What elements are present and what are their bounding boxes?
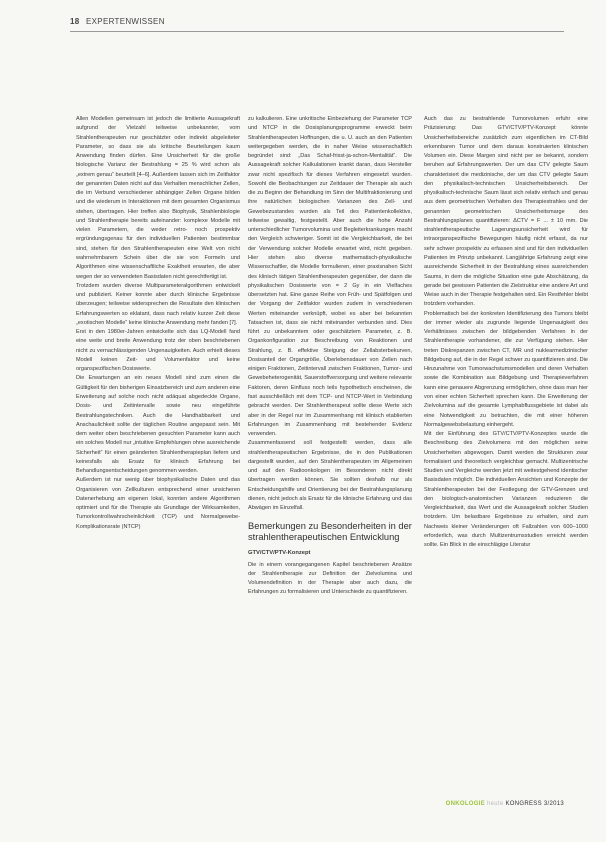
footer-brand-suffix: heute [485,801,504,807]
paragraph: Mit der Einführung des GTV/CTV/PTV-Konzeptes wurde die Beschreibung des Zielvolumens mit den möglichen seine Unsicherheiten abgewogen. Damit werden die Strukturen zwar formalisiert und theoretisch vergleichbar gemacht. Multizentrische Studien und Vergleiche werden jetzt mit weitestgehend identischer Basisdaten möglich. Die individuellen Ansichten und Konzepte der Strahlentherapeuten bei der Festlegung der GTV-Grenzen und den biologisch-anatomischen Varianzen reduzieren die Vergleichbarkeit, das Wert und die Aussagekraft solcher Studien trotzdem. Um belastbare Ergebnisse zu erhalten, sind zum Nachweis kleiner Veränderungen oft Fallzahlen von 600–1000 erforderlich, was durch Multizentrumsstudien erreicht werden sollte. Ein Blick in die einschlägige Literatur [424,431,588,549]
section-heading: Bemerkungen zu Besonderheiten in der strahlentherapeutischen Entwicklung [248,521,412,543]
footer-issue: KONGRESS 3/2013 [503,801,564,807]
paragraph: Trotzdem wurden diverse Multiparameteralgorithmen entwickelt und publiziert. Keiner konnte aber durch klinische Ergebnisse überzeugen; teilweise widersprechen die Resultate den klinischen Erfahrungswerten so eklatant, dass nach relativ kurzer Zeit diese „exotischen Modelle“ keine klinische Anwendung mehr fanden [7]. [76,282,240,326]
paragraph: Erst in den 1980er-Jahren entwickelte sich das LQ-Modell fand eine weite und breite Anwendung trotz der oben beschriebenen nicht zu vernachlässigenden Ungenauigkeiten. Auch erhielt dieses Modell keinen Zeit- und Volumenfaktor und keine organspezifischen Dosiswerte. [76,329,240,373]
paragraph: Problematisch bei der konkreten Identifizierung des Tumors bleibt der immer wieder als zugrunde liegende Ungenauigkeit des Verhältnisses zwischen der bildgebenden Verfahren in der Strahlentherapie vorhandener, die zur Verfügung stehen. Hier treten Diskrepanzen zwischen CT, MR und nuklearmedizinischer Bildgebung auf, die in der Regel schwer zu quantifizieren sind. Die Hinzunahme von Tumorwachstumsmodellen und deren Verhalten sowie die Kombination aus Bildgebung und Therapieverfahren kann eine genauere Abgrenzung ermöglichen, ohne dass man hier von einer echten Sicherheit sprechen kann. Die Erweiterung der Zielvolumina auf die gesamte Lymphabflussgebiete ist dabei als eine Notwendigkeit zu betrachten, die mit einer höheren Normalgewebsbelastung einhergeht. [424,310,588,428]
running-head [70,17,564,26]
paragraph: Außerdem ist nur wenig über biophysikalische Daten und das Organisieren von Zellkulturen entsprechend einer unsicheren Datenerhebung am eigenen lokal, konnten andere Algorithmen optimiert und für die Therapie als Grundlage der Wirksamkeiten, Tumorkontrollwahrscheinlichkeit (TCP) und Normalgewebe-Komplikationsrate (NTCP) [76,477,240,530]
column-3 [424,115,588,815]
header-rule [70,31,564,32]
paragraph: Allen Modellen gemeinsam ist jedoch die limitierte Aussagekraft aufgrund der Vielzahl teilweise unbekannter, vom Strahlentherapeuten nur geschätzter oder indirekt abgeleiteter Parameter, so dass sie als kritische Beurteilungen kaum Anwendung finden dürfen. Eine Unsicherheit für die große biologische Varianz der Bestrahlung = 25 % wird schon als „extrem genau“ beurteilt [4–6]. Außerdem lassen sich im Zeitfaktor der genannten Daten nicht auf das Verhalten menschlicher Zellen, die im Verbund verschiedener abhängiger Zellen Organe bilden und die wiederum in Interaktionen mit dem gesamten Organismus stehen, übertragen. Hier treffen also Biophysik, Strahlenbiologie und Strahlentherapie bereits aufeinander: komplexe Modelle mit vielen Parametern, die weder retro- noch prospektiv ergründungsgenau für den individuellen Patienten bestimmbar sind, stehen für den Strahlentherapeuten eine Welt von nicht wahrnehmbarem Schein über die sie von Formeln und Algorithmen eine wissenschaftliche Exaktheit erwarten, die aber wegen der so verwendeten Basisdaten nicht gerechtfertigt ist. [76,116,240,280]
subheading: GTV/CTV/PTV-Konzept [248,550,311,557]
section-title: EXPERTENWISSEN [86,17,165,26]
paragraph: Auch das zu bestrahlende Tumorvolumen erfuhr eine Präzisierung: Das GTV/CTV/PTV-Konzept könnte Unsicherheitsbereiche zusätzlich zum eigentlichen im CT-Bild erkennbaren Tumor und dem daraus konstruierten klinischen Volumen ein. Diese Margen sind nicht per se bekannt, sondern beruhen auf Erfahrungswerten. Der um das CTV gelegte Saum charakterisiert die medizinische, der um das CTV gelegte Saum den physikalisch-technischen Unsicherheitsbereich. Der physikalisch-technische Saum lässt sich relativ einfach und genau aus dem geometrischen Verhalten des Therapiestrahles und der genannten geometrischen Unsicherheitsmarge des Bestrahlungsplanes quantifizieren: ΔCTV = F ... ± 10 mm. Die strahlentherapeutische Lagerungsunsicherheit wird für intraorganspezifische Bewegungen häufig nicht erfasst, da nur sehr schwer prospektiv zu erfassen sind und für den individuellen Patienten im Prinzip unbekannt. Langjährige Erfahrung zeigt eine ausreichende Sicherheit in der Bestrahlung eines ausreichenden Saums, in dem die mögliche Situation eine gute Abschätzung, da gerade bei gewissen Patienten die Zielstruktur eine andere Art und Weise auch in der Therapie festgehalten wird. Ein Restfehler bleibt trotzdem vorhanden. [424,116,588,308]
footer [446,801,564,807]
paragraph: Die in einem vorangegangenen Kapitel beschriebenen Ansätze der Strahlentherapie zur Definition der Zielvolumina und Volumendefinition in der Therapie aber auch dazu, die Erfahrungen zu formalisieren und Unterschiede zu quantifizieren. [248,561,412,596]
paragraph: zu kalkulieren. Eine unkritische Einbeziehung der Parameter TCP und NTCP in die Dosisplanungsprogramme erweckt beim Strahlentherapeuten Hoffnungen, die u. U. auch an den Patienten weitergegeben werden, die in naher Weise wissenschaftlich begründet sind: „Das Schaf-frisst-ja-schon-Mentalität“. Die Aussagekraft solcher Kalkulationen krankt daran, dass Hersteller zwar nicht spezifisch für dieses Verfahren eingesetzt wurden. Sowohl die Beobachtungen zur Zeitdauer der Therapie als auch die zu Beginn der Behandlung im Sinn der Multifraktionierung und ihre natürlichen biologischen Varianzen des Zell- und Gewebezustandes wurden als Teil des Patientenkollektivs, teilweise gewaltig, festgestellt. Aber auch die hohe Anzahl unterschiedlicher Tumorvolumina und Begleiterkrankungen macht den Vergleich schwieriger. Somit ist die Vergleichbarkeit, die bei der Verwendung solcher Modelle erwartet wird, nicht gegeben. Hier stehen also diverse mathematisch-physikalische Wissenschaftler, die Modelle formulieren, einer praxisnahen Sicht des klinisch tätigen Strahlentherapeuten gegenüber, der dann die physikalischen Dosiswerte von = 2 Gy in ein Vielfaches übersetzten hat. Eine ganze Reihe von Früh- und Spätfolgen und der Vorgang der Zeitfaktor wurden zudem in verschiedenen Werten miteinander verknüpft, wobei es aber bei bekannten Tatsachen ist, dass sie nicht miteinander verbunden sind. Dies führt zu unbekanntem oder geschätztem Parameter, z. B. Organkonfiguration zur Beschreibung von Reaktionen und Strahlung, z. B. effektive Steigung der Zellabsterbekurven, Dosisanteil der Organgröße, Überlebensdauer von Zellen nach einigen Fraktionen, Zeitintervall zwischen Fraktionen, Tumor- und Gewebeheterogenität, Sauerstoffversorgung und weitere relevante Faktoren, deren Einfluss noch teils hypothetisch erscheinen, die fast ausschließlich mit dem TCP- und NTCP-Wert in Verbindung gebracht werden. Der Strahlentherapeut sollte diese Werte sich aber in der Regel nur im Zusammenhang mit klinisch etablierten Erfahrungen im Zusammenhang mit bestehender Evidenz verwenden. [248,116,412,438]
footer-brand: ONKOLOGIE [445,801,486,807]
paragraph: Zusammenfassend soll festgestellt werden, dass alle strahlentherapeutischen Ergebnisse, die in den Publikationen dargestellt wurden, auf den Strahlentherapeuten im Allgemeinen und auf den Radioonkologen im Besonderen nicht direkt übertragen werden können. Sie sollten deshalb nur als Entscheidungshilfe und Orientierung bei der Bestrahlungsplanung dienen, nicht jedoch als Ersatz für die klinische Erfahrung und das Abwägen im Einzelfall. [248,440,412,512]
column-1 [76,115,240,815]
page-number: 18 [70,17,80,26]
column-2 [248,115,412,815]
paragraph: Die Erwartungen an ein neues Modell sind zum einen die Gültigkeit für den bisherigen Einsatzbereich und zum anderen eine Erweiterung auf solche noch nicht adäquat abgedeckte Organe, Dosis- und Zeitintervalle sowie neu eingeführte Bestrahlungstechniken. Auch die Handhabbarkeit und Anschaulichkeit sollte der täglichen Routine angepasst sein. Mit dem weiter oben beschriebenen gesuchten Parameter kann auch ein solches Modell nur „intuitive Empfehlungen ohne ausreichende Sicherheit“ für einen geänderten Strahlentherapieplan liefern und keinesfalls als Ersatz für klinisch Erfahrung bei Behandlungsentscheidungen genommen werden. [76,375,240,475]
